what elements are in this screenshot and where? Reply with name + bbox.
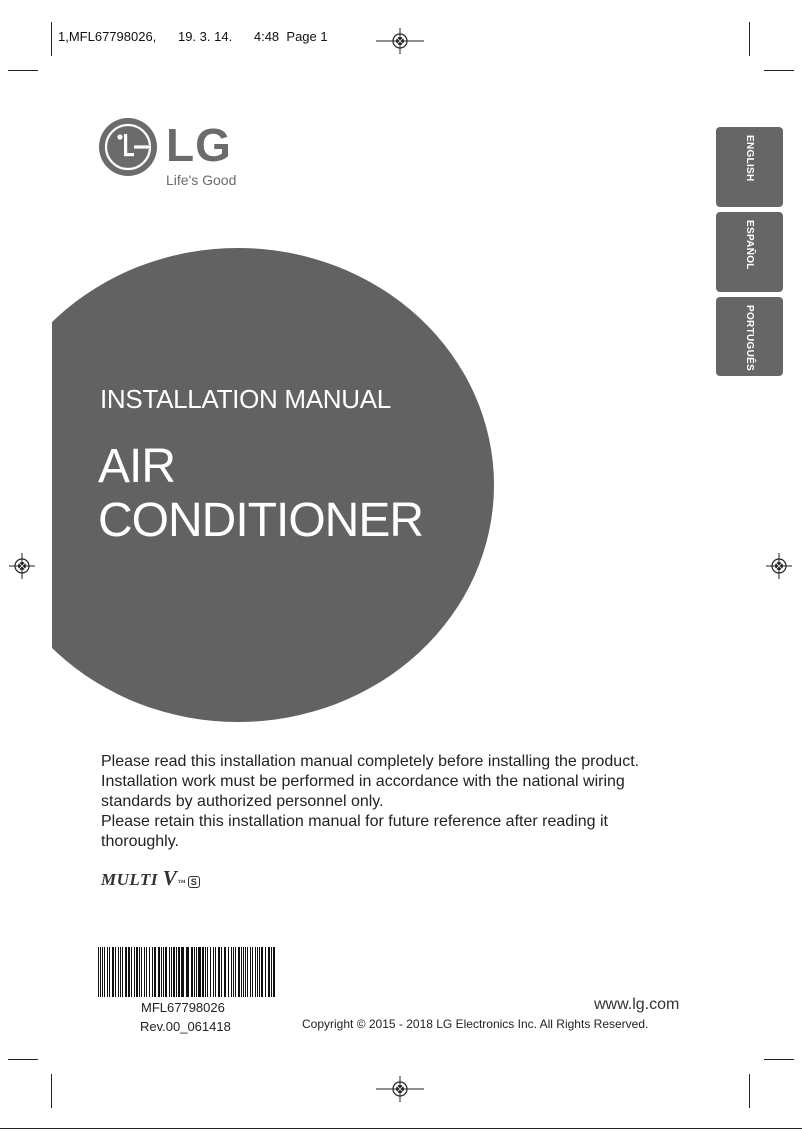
language-tab-espanol[interactable]	[716, 212, 783, 292]
product-title-line2: CONDITIONER	[98, 494, 423, 547]
multi-v-logo-s: S	[188, 876, 201, 888]
registration-mark-top-icon	[376, 28, 424, 54]
crop-mark-right-bottom	[764, 1059, 794, 1060]
registration-mark-bottom-icon	[376, 1076, 424, 1102]
print-time: 4:48	[253, 29, 280, 44]
multi-v-logo-v: V	[162, 866, 178, 890]
model-number: MFL67798026	[141, 1000, 225, 1015]
language-tab-label: ESPAÑOL	[744, 220, 755, 270]
print-header	[58, 29, 328, 44]
crop-mark-top-right	[749, 22, 750, 56]
multi-v-logo-multi: MULTI	[101, 870, 158, 889]
language-tab-english[interactable]	[716, 127, 783, 207]
website-link[interactable]: www.lg.com	[594, 996, 680, 1013]
product-title	[98, 440, 423, 548]
page-bottom-rule	[0, 1128, 802, 1129]
product-title-line1: AIR	[98, 440, 176, 493]
intro-text	[101, 752, 701, 852]
registration-mark-right-icon	[766, 553, 792, 579]
crop-mark-bottom-right	[749, 1074, 750, 1108]
print-file: 1,MFL67798026,	[58, 29, 157, 44]
registration-mark-left-icon	[9, 553, 35, 579]
language-tab-label: PORTUGUÊS	[744, 305, 755, 372]
multi-v-logo	[101, 866, 200, 891]
intro-line: Installation work must be performed in accordance with the national wiring	[101, 773, 625, 790]
language-tab-label: ENGLISH	[744, 135, 755, 182]
print-date: 19. 3. 14.	[177, 29, 233, 44]
copyright-text: Copyright © 2015 - 2018 LG Electronics Inc. All Rights Reserved.	[302, 1017, 649, 1031]
lg-wordmark: LG	[166, 119, 232, 171]
print-page: Page 1	[286, 29, 328, 44]
intro-line: standards by authorized personnel only.	[101, 793, 384, 810]
barcode-icon	[98, 947, 278, 997]
intro-line: Please retain this installation manual for future reference after reading it	[101, 813, 608, 830]
intro-line: Please read this installation manual completely before installing the product.	[101, 753, 640, 770]
crop-mark-left-top	[8, 70, 38, 71]
crop-mark-left-bottom	[8, 1059, 38, 1060]
crop-mark-top-left	[51, 22, 52, 56]
manual-type-title: INSTALLATION MANUAL	[100, 384, 391, 414]
crop-mark-bottom-left	[51, 1074, 52, 1108]
lg-logo-icon	[97, 116, 159, 178]
intro-line: thoroughly.	[101, 833, 179, 850]
language-tab-portugues[interactable]	[716, 297, 783, 376]
crop-mark-right-top	[764, 70, 794, 71]
multi-v-logo-tm: ™	[177, 878, 186, 887]
lg-slogan: Life's Good	[166, 172, 237, 188]
revision-number: Rev.00_061418	[140, 1019, 231, 1034]
